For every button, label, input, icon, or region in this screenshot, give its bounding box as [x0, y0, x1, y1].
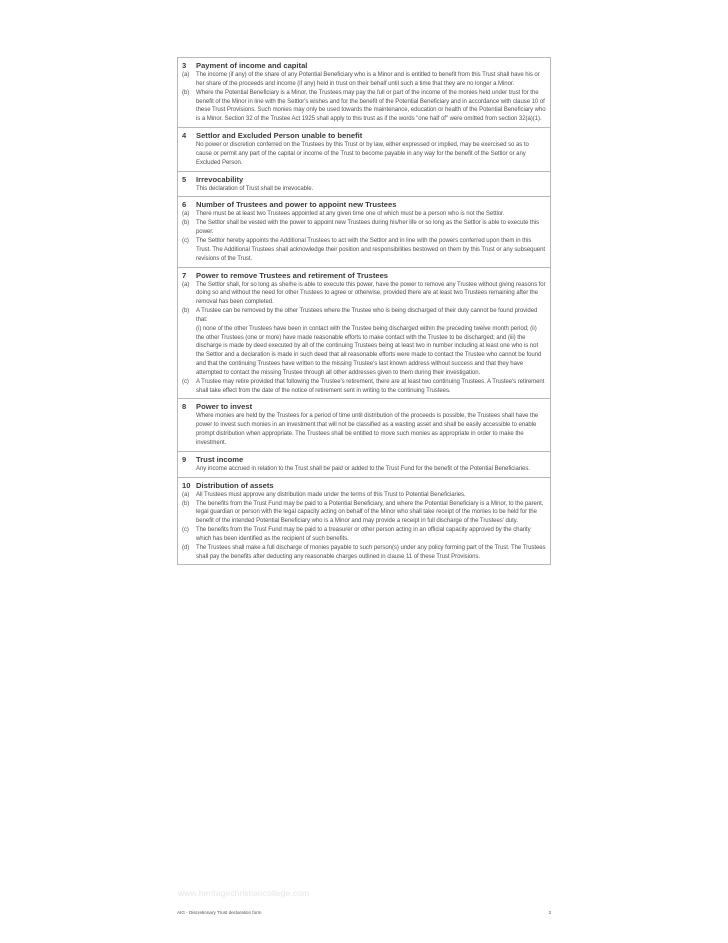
clause-heading [182, 199, 546, 210]
paragraph-text: The Trustees shall make a full discharge of monies payable to such person(s) under any policy forming part of the Trust. The Trustees shall pay the benefits after deducting any reasonable charges outlined in clause 11 of these Trust Provisions. [196, 544, 546, 560]
paragraph-label: (a) [182, 211, 190, 218]
clause-number: 8 [182, 402, 187, 412]
paragraph-text: (i) none of the other Trustees have been in contact with the Trustee being discharged within the preceding twelve month period; (ii) the other Trustees (one or more) have made reasonable efforts to make contact with the Trustee to be discharged; and (iii) the discharge is made by deed executed by all of the continuing Trustees being at least two in number including at least one who is not the Settlor and a declaration is made in such deed that all reasonable efforts were made to contact the Trustee who cannot be found and that the continuing Trustees have written to the missing Trustee's last known address without success and that they have attempted to contact the missing Trustee through all other addresses given to them during their investigation. [196, 325, 542, 376]
clause-number: 5 [182, 174, 187, 184]
clause-section [177, 197, 551, 267]
clause-title: Distribution of assets [196, 480, 274, 490]
watermark-text: www.heritagechristiancollege.com [178, 888, 310, 898]
clause-paragraph [182, 237, 546, 264]
paragraph-label: (b) [182, 89, 190, 96]
clause-number: 9 [182, 454, 187, 464]
clause-title: Settlor and Excluded Person unable to benefit [196, 131, 363, 141]
clause-section [177, 452, 551, 478]
clause-heading [182, 454, 546, 465]
paragraph-label: (b) [182, 500, 190, 507]
paragraph-text: A Trustee can be removed by the other Trustees where the Trustee who is being discharged of their duty cannot be found provided that: [196, 308, 538, 323]
clause-heading [182, 130, 546, 141]
clause-number: 10 [182, 480, 191, 490]
paragraph-label [182, 465, 196, 474]
paragraph-label: (c) [182, 237, 189, 244]
paragraph-label: (d) [182, 544, 190, 551]
paragraph-text: The benefits from the Trust Fund may be paid to a treasurer or other person acting in an official capacity approved by the charity which has been identified as the recipient of such benefits. [196, 527, 531, 542]
paragraph-label [182, 141, 196, 168]
document-body [177, 57, 551, 565]
paragraph-text: All Trustees must approve any distribution made under the terms of this Trust to Potential Beneficiaries. [196, 491, 466, 498]
clause-heading [182, 60, 546, 71]
footer-title: AIG - Discretionary Trust declaration form [177, 910, 262, 915]
clause-heading [182, 480, 546, 491]
paragraph-text: The Settlor hereby appoints the Additional Trustees to act with the Settlor and in line with the powers conferred upon them in this Trust. The Additional Trustees shall acknowledge their position and responsibilities bestowed on them by this Trust or any subsequent revisions of the Trust. [196, 237, 545, 262]
paragraph-text: Any income accrued in relation to the Trust shall be paid or added to the Trust Fund for the benefit of the Potential Beneficiaries. [196, 465, 530, 472]
clause-title: Power to invest [196, 402, 253, 412]
clause-paragraph [182, 378, 546, 396]
clause-title: Power to remove Trustees and retirement of Trustees [196, 270, 389, 280]
clause-number: 6 [182, 200, 187, 210]
paragraph-label: (c) [182, 378, 189, 385]
paragraph-label: (a) [182, 281, 190, 288]
clause-paragraph [182, 465, 546, 474]
clause-number: 7 [182, 270, 187, 280]
clause-title: Number of Trustees and power to appoint new Trustees [196, 200, 397, 210]
clause-paragraph [182, 544, 546, 562]
clause-number: 3 [182, 61, 187, 70]
paragraph-text: Where the Potential Beneficiary is a Minor, the Trustees may pay the full or part of the income of the monies held under trust for the benefit of the Minor in line with the Settlor's wishes and for the benefit of the Potential Beneficiary and in accordance with clause 10 of these Trust Provisions. Such monies may only be used towards the maintenance, education or health of the Potential Beneficiary who is a Minor. Section 32 of the Trustee Act 1925 shall apply to this trust as if the words "one half of" were omitted from section 32(a)(1). [196, 89, 546, 123]
paragraph-label [182, 412, 196, 447]
page-footer [177, 910, 551, 915]
clause-section [177, 128, 551, 172]
paragraph-label: (b) [182, 220, 190, 227]
paragraph-text: The Settlor shall, for so long as she/he is able to execute this power, have the power to remove any Trustee without giving reasons for doing so and without the need for other Trustees to agree or otherwise, provided there are at least two Trustees remaining after the removal has been completed. [196, 281, 546, 306]
clause-section [177, 57, 551, 128]
clause-paragraph [182, 500, 546, 527]
paragraph-label: (c) [182, 527, 189, 534]
paragraph-text: The benefits from the Trust Fund may be paid to a Potential Beneficiary, and where the Potential Beneficiary is a Minor, to the parent, legal guardian or person with the legal capacity acting on behalf of the Minor who shall take receipt of the monies to be held for the benefit of the intended Potential Beneficiary who is a Minor and may provide a receipt in full discharge of the Trustees' duty. [196, 500, 544, 525]
clause-heading [182, 174, 546, 185]
paragraph-text: Where monies are held by the Trustees for a period of time until distribution of the proceeds is possible, the Trustees shall have the power to invest such monies in an investment that will not be classified as a wasting asset and shall be easily accessible to enable prompt distribution when appropriate. The Trustees shall be entitled to move such monies as appropriate in order to make the investment. [196, 413, 539, 446]
clause-section [177, 399, 551, 451]
clause-paragraph [182, 526, 546, 544]
clause-paragraph [182, 281, 546, 308]
paragraph-label: (a) [182, 72, 190, 78]
clause-section [177, 172, 551, 198]
clause-number: 4 [182, 131, 187, 141]
page-number: 3 [548, 910, 551, 915]
clause-paragraph [182, 325, 546, 378]
clause-section [177, 268, 551, 400]
clause-title: Irrevocability [196, 174, 244, 184]
clause-paragraph [182, 412, 546, 447]
clause-paragraph [182, 71, 546, 89]
paragraph-text: No power or discretion conferred on the Trustees by this Trust or by law, either expressed or implied, may be exercised so as to cause or permit any part of the capital or income of the Trust to become payable in any way for the benefit of the Settlor or any Excluded Person. [196, 142, 529, 166]
paragraph-text: The income (if any) of the share of any Potential Beneficiary who is a Minor and is entitled to benefit from this Trust shall have his or her share of the proceeds and income (if any) held in trust on their behalf until such a time that they are no longer a Minor. [196, 72, 540, 87]
clause-paragraph [182, 210, 546, 219]
clause-paragraph [182, 185, 546, 194]
clause-paragraph [182, 141, 546, 168]
clause-heading [182, 401, 546, 412]
paragraph-text: There must be at least two Trustees appointed at any given time one of which must be a person who is not the Settlor. [196, 211, 505, 218]
clause-section [177, 478, 551, 566]
clause-paragraph [182, 491, 546, 500]
clause-paragraph [182, 307, 546, 325]
clause-paragraph [182, 89, 546, 124]
paragraph-text: A Trustee may retire provided that following the Trustee's retirement, there are at least two continuing Trustees. A Trustee's retirement shall take effect from the date of the notice of retirement sent in writing to the continuing Trustees. [196, 378, 545, 394]
paragraph-label: (a) [182, 491, 190, 498]
clause-title: Trust income [196, 454, 244, 464]
paragraph-text: This declaration of Trust shall be irrevocable. [196, 185, 314, 192]
paragraph-label [182, 185, 196, 194]
clause-title: Payment of income and capital [196, 61, 308, 70]
paragraph-label [182, 325, 196, 378]
paragraph-label: (b) [182, 308, 190, 315]
paragraph-text: The Settlor shall be vested with the power to appoint new Trustees during his/her life or so long as the Settlor is able to execute this power. [196, 220, 540, 236]
clause-paragraph [182, 219, 546, 237]
clause-heading [182, 270, 546, 281]
